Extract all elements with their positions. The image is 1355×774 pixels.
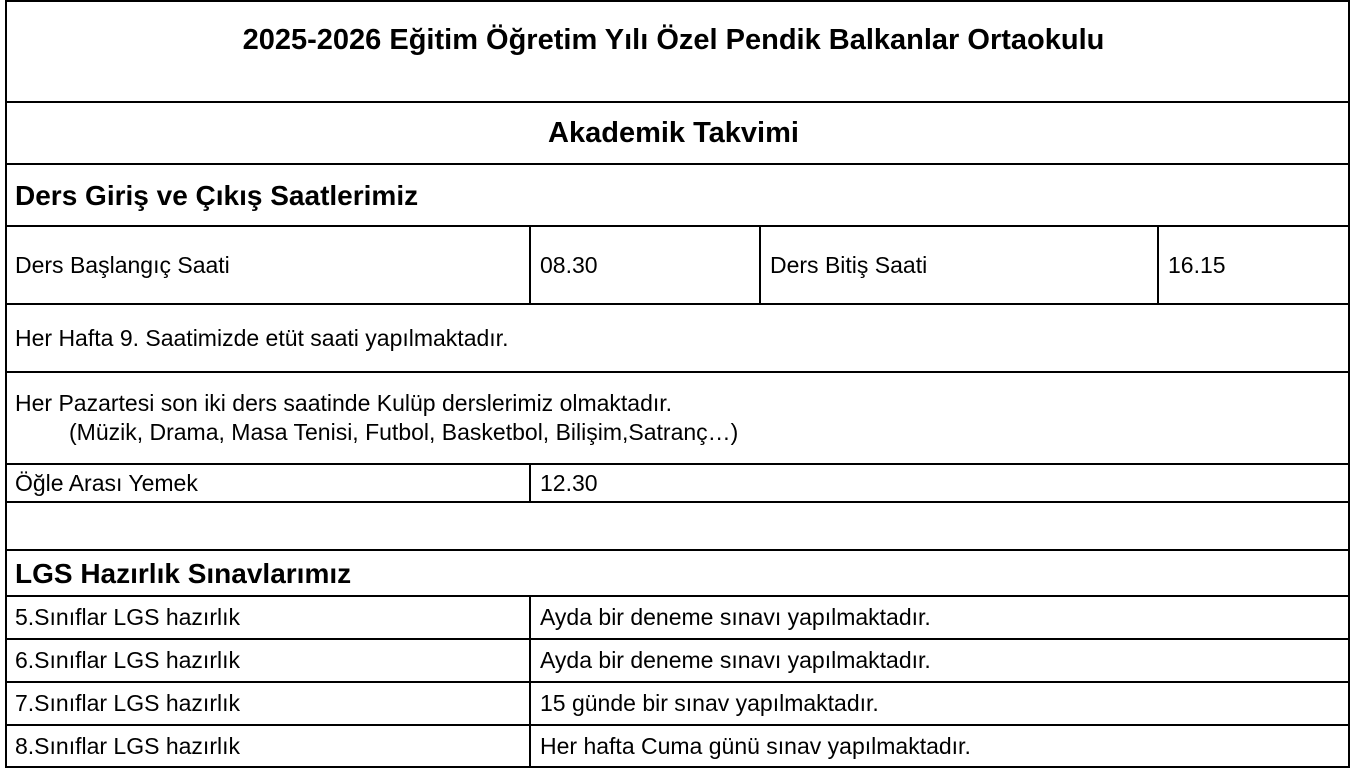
table-border [5,766,1350,768]
table-border [5,724,1350,726]
club-lessons-note [5,372,1350,464]
lesson-start-label: Ders Başlangıç Saati [15,251,230,278]
table-border [529,596,531,768]
document-title: 2025-2026 Eğitim Öğretim Yılı Özel Pendik Balkanlar Ortaokulu [242,24,1105,56]
table-border [529,226,531,304]
lesson-start-value: 08.30 [540,251,598,278]
table-border [5,463,1350,465]
table-border [5,0,1350,2]
table-border [5,681,1350,683]
table-border [5,303,1350,305]
study-hour-note: Her Hafta 9. Saatimizde etüt saati yapılmaktadır. [15,324,509,351]
lgs-detail-8: Her hafta Cuma günü sınav yapılmaktadır. [540,733,971,760]
table-border [5,549,1350,551]
schedule-heading: Ders Giriş ve Çıkış Saatlerimiz [15,179,419,211]
lgs-detail-6: Ayda bir deneme sınavı yapılmaktadır. [540,647,931,674]
table-border [5,501,1350,503]
document-subtitle: Akademik Takvimi [548,116,799,149]
lunch-time: 12.30 [540,469,598,496]
lgs-grade-7: 7.Sınıflar LGS hazırlık [15,690,240,717]
lgs-grade-5: 5.Sınıflar LGS hazırlık [15,604,240,631]
table-border [5,595,1350,597]
lesson-end-value: 16.15 [1168,251,1226,278]
table-border [5,371,1350,373]
lesson-end-label: Ders Bitiş Saati [770,251,928,278]
academic-calendar-table [5,0,1350,768]
table-border [5,163,1350,165]
lgs-heading: LGS Hazırlık Sınavlarımız [15,557,352,589]
lgs-grade-8: 8.Sınıflar LGS hazırlık [15,733,240,760]
table-border [529,464,531,502]
lunch-label: Öğle Arası Yemek [15,469,198,496]
lgs-detail-5: Ayda bir deneme sınavı yapılmaktadır. [540,604,931,631]
table-border [759,226,761,304]
table-border [5,225,1350,227]
club-lessons-line: Her Pazartesi son iki ders saatinde Kulüp derslerimiz olmaktadır. [15,390,673,417]
lgs-detail-7: 15 günde bir sınav yapılmaktadır. [540,690,879,717]
table-border [1348,0,1350,768]
lgs-grade-6: 6.Sınıflar LGS hazırlık [15,647,240,674]
table-border [5,0,7,768]
table-border [5,638,1350,640]
table-border [1157,226,1159,304]
table-border [5,101,1350,103]
club-activities-list: (Müzik, Drama, Masa Tenisi, Futbol, Basketbol, Bilişim,Satranç…) [69,419,739,445]
